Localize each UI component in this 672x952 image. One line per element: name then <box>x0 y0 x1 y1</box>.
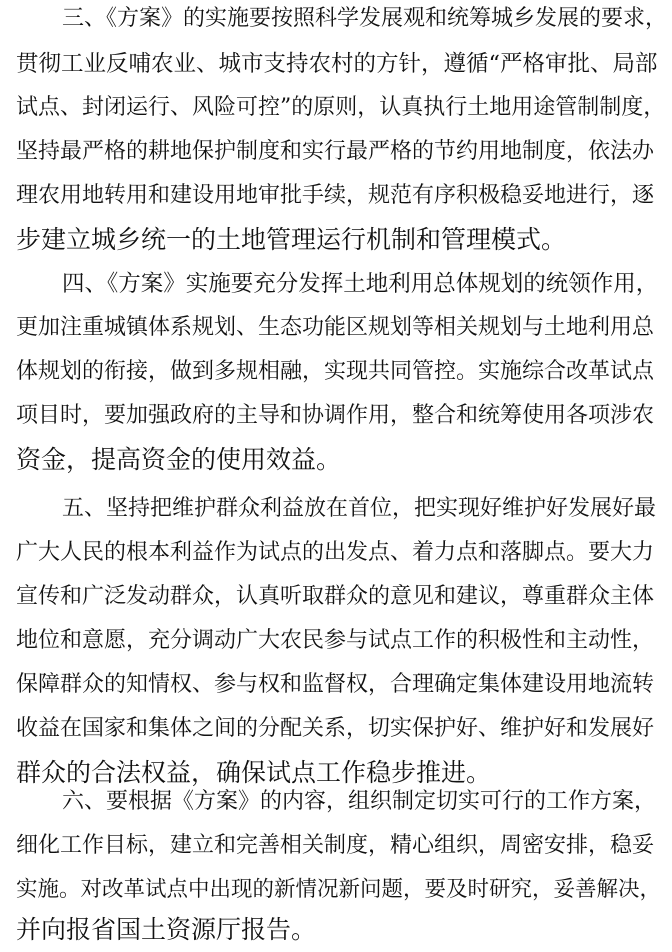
paragraph-6-line-1: 六、要根据《方案》的内容，组织制定切实可行的工作方案， <box>62 789 657 814</box>
paragraph-4-line-2: 更加注重城镇体系规划、生态功能区规划等相关规划与土地利用总 <box>16 315 655 340</box>
paragraph-5-line-2: 广大人民的根本利益作为试点的出发点、着力点和落脚点。要大力 <box>16 540 655 565</box>
paragraph-4-line-1: 四、《方案》实施要充分发挥土地利用总体规划的统领作用， <box>62 271 659 297</box>
paragraph-3-line-1: 三、《方案》的实施要按照科学发展观和统筹城乡发展的要求， <box>62 6 668 31</box>
paragraph-3-line-5: 理农用地转用和建设用地审批手续，规范有序积极稳妥地进行，逐 <box>16 183 655 208</box>
paragraph-6-line-3: 实施。对改革试点中出现的新情况新问题，要及时研究，妥善解决， <box>16 877 662 902</box>
paragraph-4-line-4: 项目时，要加强政府的主导和协调作用，整合和统筹使用各项涉农 <box>16 403 655 428</box>
paragraph-5-line-6: 收益在国家和集体之间的分配关系，切实保护好、维护好和发展好 <box>16 716 655 741</box>
paragraph-3-line-3: 试点、封闭运行、风险可控”的原则，认真执行土地用途管制制度， <box>16 95 666 120</box>
paragraph-5-line-3: 宣传和广泛发动群众，认真听取群众的意见和建议，尊重群众主体 <box>16 584 655 609</box>
paragraph-3-line-4: 坚持最严格的耕地保护制度和实行最严格的节约用地制度，依法办 <box>16 139 655 164</box>
paragraph-3-line-6: 步建立城乡统一的土地管理运行机制和管理模式。 <box>16 225 567 254</box>
paragraph-6-line-4: 并向报省国土资源厅报告。 <box>16 915 317 944</box>
paragraph-5-line-7: 群众的合法权益，确保试点工作稳步推进。 <box>16 758 492 787</box>
paragraph-4-line-3: 体规划的衔接，做到多规相融，实现共同管控。实施综合改革试点 <box>16 359 655 384</box>
paragraph-3-line-2: 贯彻工业反哺农业、城市支持农村的方针，遵循“严格审批、局部 <box>16 51 658 77</box>
paragraph-4-line-5: 资金，提高资金的使用效益。 <box>16 445 342 474</box>
paragraph-5-line-5: 保障群众的知情权、参与权和监督权，合理确定集体建设用地流转 <box>16 672 655 697</box>
paragraph-6-line-2: 细化工作目标，建立和完善相关制度，精心组织，周密安排，稳妥 <box>16 833 655 858</box>
paragraph-5-line-4: 地位和意愿，充分调动广大农民参与试点工作的积极性和主动性， <box>16 628 655 653</box>
paragraph-5-line-1: 五、坚持把维护群众利益放在首位，把实现好维护好发展好最 <box>62 496 657 521</box>
